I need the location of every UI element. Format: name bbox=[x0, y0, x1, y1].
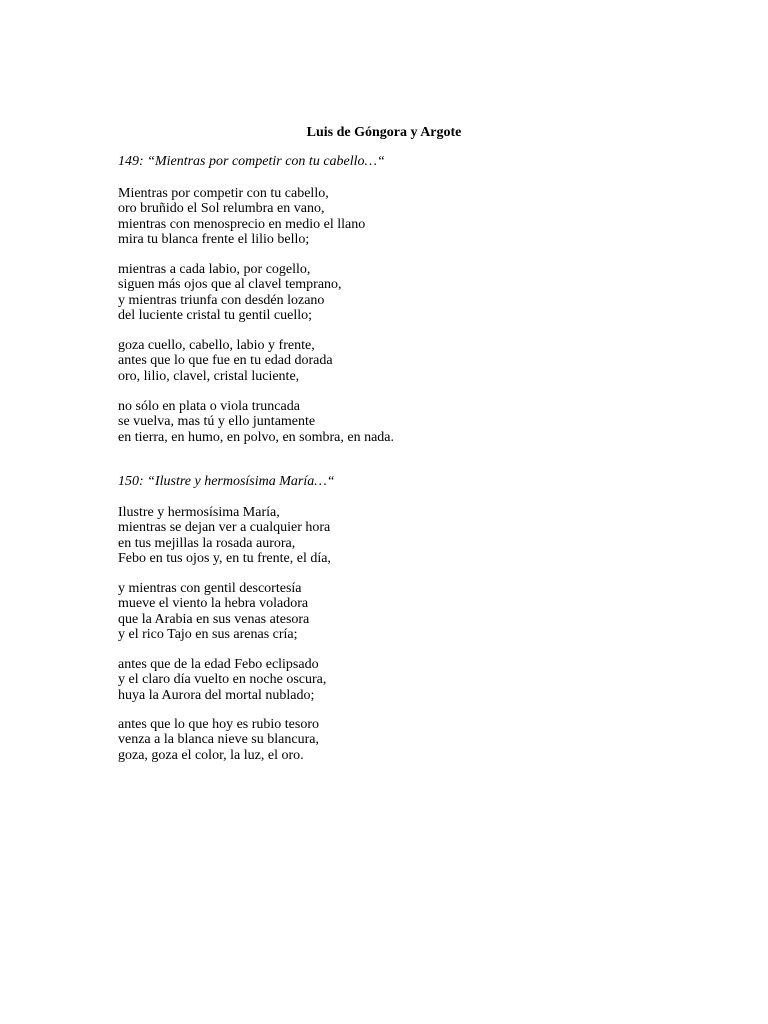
verse-line: mira tu blanca frente el lilio bello; bbox=[118, 231, 310, 247]
verse-line: antes que lo que hoy es rubio tesoro bbox=[118, 717, 320, 732]
poem-149 bbox=[118, 153, 678, 445]
verse-line: venza a la blanca nieve su blancura, bbox=[118, 732, 319, 748]
verse-line: mientras con menosprecio en medio el llano bbox=[118, 216, 366, 232]
verse-line: mueve el viento la hebra voladora bbox=[118, 596, 309, 612]
verse-line: huya la Aurora del mortal nublado; bbox=[118, 687, 315, 703]
verse-line: Mientras por competir con tu cabello, bbox=[118, 186, 329, 201]
poem-150 bbox=[118, 473, 678, 763]
stanza bbox=[118, 505, 331, 566]
poem-heading: 150: “Ilustre y hermosísima María…“ bbox=[118, 474, 335, 489]
verse-line: que la Arabia en sus venas atesora bbox=[118, 611, 310, 627]
verse-line: oro, lilio, clavel, cristal luciente, bbox=[118, 368, 300, 384]
verse-line: siguen más ojos que al clavel temprano, bbox=[118, 277, 342, 293]
stanza bbox=[118, 338, 333, 384]
poem-heading: 149: “Mientras por competir con tu cabello…“ bbox=[118, 154, 385, 169]
verse-line: en tus mejillas la rosada aurora, bbox=[118, 535, 296, 551]
verse-line: antes que lo que fue en tu edad dorada bbox=[118, 353, 333, 369]
verse-line: se vuelva, mas tú y ello juntamente bbox=[118, 414, 316, 430]
stanza bbox=[118, 657, 326, 703]
document-title: Luis de Góngora y Argote bbox=[306, 125, 462, 140]
verse-line: y mientras triunfa con desdén lozano bbox=[118, 292, 325, 308]
stanza bbox=[118, 717, 319, 763]
verse-line: mientras a cada labio, por cogello, bbox=[118, 262, 311, 277]
stanza bbox=[118, 399, 394, 445]
verse-line: mientras se dejan ver a cualquier hora bbox=[118, 520, 331, 536]
verse-line: no sólo en plata o viola truncada bbox=[118, 399, 300, 414]
verse-line: antes que de la edad Febo eclipsado bbox=[118, 657, 319, 672]
verse-line: Ilustre y hermosísima María, bbox=[118, 505, 280, 520]
verse-line: del luciente cristal tu gentil cuello; bbox=[118, 307, 312, 323]
verse-line: y el rico Tajo en sus arenas cría; bbox=[118, 626, 298, 642]
verse-line: Febo en tus ojos y, en tu frente, el día, bbox=[118, 550, 331, 566]
verse-line: oro bruñido el Sol relumbra en vano, bbox=[118, 201, 325, 217]
verse-line: goza, goza el color, la luz, el oro. bbox=[118, 747, 304, 763]
stanza bbox=[118, 581, 309, 642]
stanza bbox=[118, 186, 365, 247]
stanza bbox=[118, 262, 342, 323]
verse-line: en tierra, en humo, en polvo, en sombra, en nada. bbox=[118, 429, 395, 445]
verse-line: y mientras con gentil descortesía bbox=[118, 581, 302, 596]
verse-line: y el claro día vuelto en noche oscura, bbox=[118, 672, 327, 688]
verse-line: goza cuello, cabello, labio y frente, bbox=[118, 338, 315, 353]
